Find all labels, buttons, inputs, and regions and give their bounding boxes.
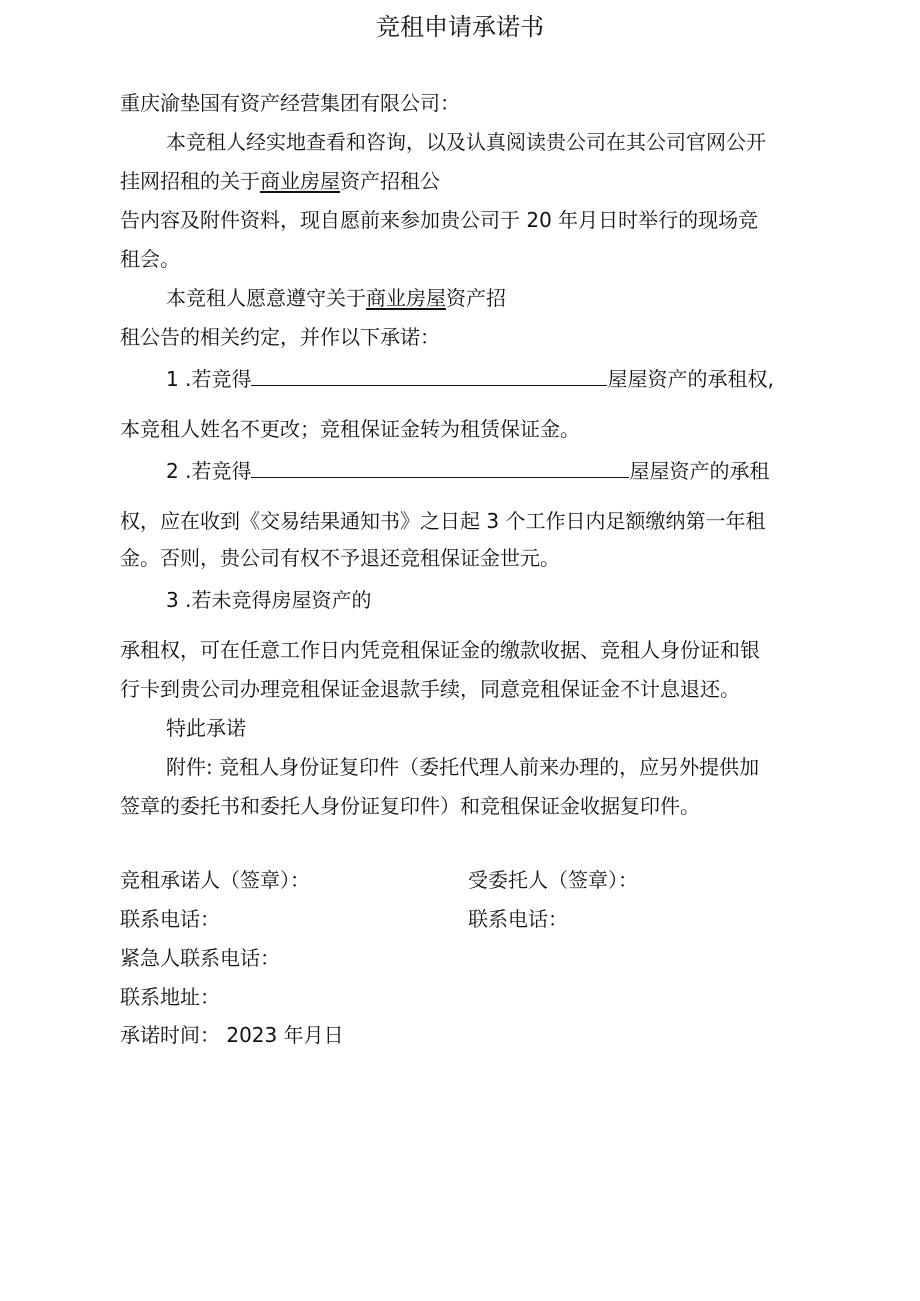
item1-cont: 本竞租人姓名不更改；竞租保证金转为租赁保证金。 <box>120 417 580 441</box>
document-title: 竞租申请承诺书 <box>376 13 544 41</box>
item2-line1 <box>166 458 769 484</box>
property-type-underlined: 商业房屋 <box>260 169 340 193</box>
emergency-phone-label: 紧急人联系电话： <box>120 946 280 970</box>
promise-time-label: 承诺时间： 2023 年月日 <box>120 1023 344 1047</box>
para1-line4: 租会。 <box>120 247 180 271</box>
item3-cont2: 行卡到贵公司办理竞租保证金退款手续，同意竞租保证金不计息退还。 <box>120 677 740 701</box>
property-type-underlined-2: 商业房屋 <box>366 286 446 310</box>
promisor-signature-label: 竞租承诺人（签章）： <box>120 868 310 892</box>
item2-cont2: 金。否则，贵公司有权不予退还竞租保证金世元。 <box>120 546 560 570</box>
item2-post: 屋屋资产的承租 <box>629 459 770 483</box>
trustee-signature-label: 受委托人（签章）： <box>468 868 638 892</box>
address-label: 联系地址： <box>120 985 220 1009</box>
para2-line1 <box>166 285 506 311</box>
item2-pre: 2 .若竞得 <box>166 459 252 483</box>
attachment-line1: 附件: 竞租人身份证复印件（委托代理人前来办理的，应另外提供加 <box>166 755 760 779</box>
para1-line2-pre: 挂网招租的关于 <box>120 169 260 193</box>
item2-fill-blank[interactable] <box>251 459 629 478</box>
para1-line2 <box>120 168 440 194</box>
para2-line1-post: 资产招 <box>446 286 506 310</box>
item2-cont1: 权，应在收到《交易结果通知书》之日起 3 个工作日内足额缴纳第一年租 <box>120 509 766 533</box>
para1-line1: 本竞租人经实地查看和咨询，以及认真阅读贵公司在其公司官网公开 <box>166 130 766 154</box>
para1-line2-post: 资产招租公 <box>340 169 440 193</box>
addressee: 重庆渝垫国有资产经营集团有限公司： <box>120 91 460 115</box>
para1-line3: 告内容及附件资料，现自愿前来参加贵公司于 20 年月日时举行的现场竞 <box>120 208 759 232</box>
attachment-line2: 签章的委托书和委托人身份证复印件）和竞租保证金收据复印件。 <box>120 794 700 818</box>
promisor-phone-label: 联系电话： <box>120 907 220 931</box>
item1-fill-blank[interactable] <box>251 367 607 386</box>
item1-pre: 1 .若竞得 <box>166 367 252 391</box>
item3-line1: 3 .若未竞得房屋资产的 <box>166 588 372 612</box>
closing-text: 特此承诺 <box>166 716 246 740</box>
para2-line2: 租公告的相关约定，并作以下承诺： <box>120 325 440 349</box>
para2-line1-pre: 本竞租人愿意遵守关于 <box>166 286 366 310</box>
item3-cont1: 承租权，可在任意工作日内凭竞租保证金的缴款收据、竞租人身份证和银 <box>120 638 760 662</box>
item1-post: 屋屋资产的承租权, <box>607 367 774 391</box>
trustee-phone-label: 联系电话： <box>468 907 568 931</box>
item1-line1 <box>166 366 774 392</box>
